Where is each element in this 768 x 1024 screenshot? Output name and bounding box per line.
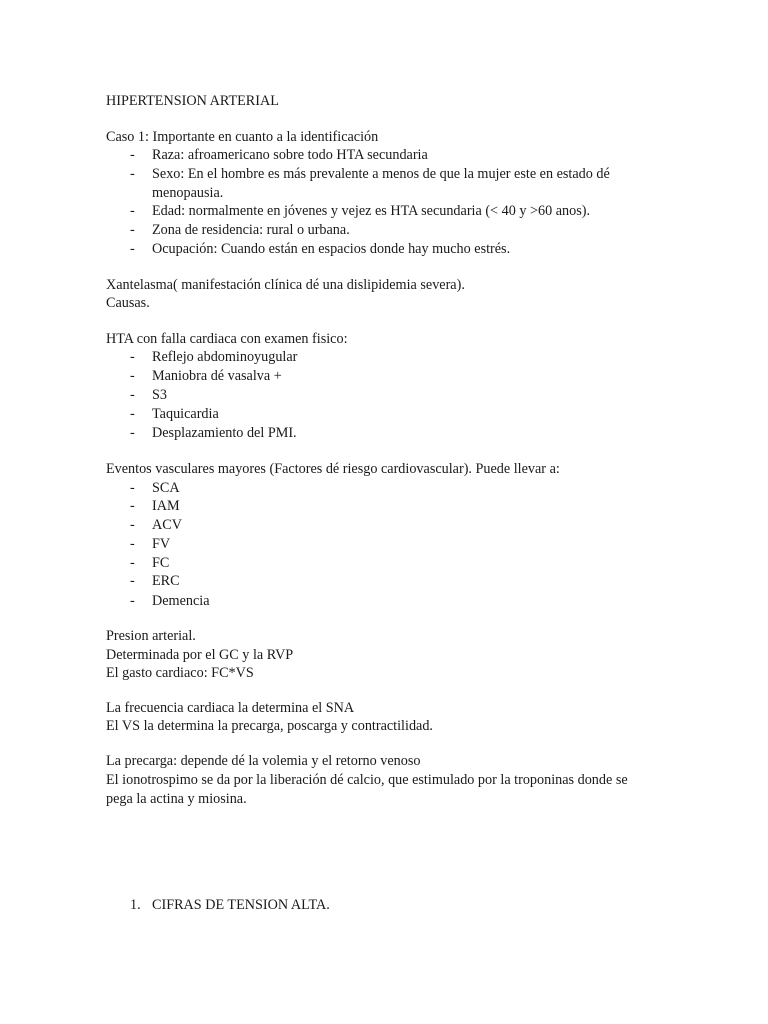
bullet-dash: -	[130, 536, 135, 552]
list-item-text: ERC	[152, 573, 180, 589]
list-item	[0, 554, 768, 572]
bullet-dash: -	[130, 425, 135, 441]
bullet-dash: -	[130, 349, 135, 365]
list-item	[0, 348, 768, 366]
bullet-dash: -	[130, 517, 135, 533]
list-item	[0, 592, 768, 610]
list-item-text: Demencia	[152, 593, 210, 609]
presion-line: El gasto cardiaco: FC*VS	[106, 665, 254, 681]
frecuencia-line: La frecuencia cardiaca la determina el SNA	[106, 700, 355, 716]
list-item	[0, 165, 768, 183]
presion-line: Determinada por el GC y la RVP	[106, 647, 294, 663]
list-item-text: Taquicardia	[152, 406, 219, 422]
precarga-line: El ionotrospimo se da por la liberación dé calcio, que estimulado por la troponinas donde se	[106, 772, 628, 788]
list-item	[0, 516, 768, 534]
list-item	[0, 146, 768, 164]
list-item-text: Desplazamiento del PMI.	[152, 425, 297, 441]
bullet-dash: -	[130, 368, 135, 384]
bullet-dash: -	[130, 555, 135, 571]
bullet-dash: -	[130, 241, 135, 257]
list-item-text: Zona de residencia: rural o urbana.	[152, 222, 350, 238]
list-item-text: FC	[152, 555, 170, 571]
list-item-text: Raza: afroamericano sobre todo HTA secundaria	[152, 147, 428, 163]
bullet-dash: -	[130, 222, 135, 238]
bullet-dash: -	[130, 498, 135, 514]
numbered-item	[0, 896, 768, 914]
list-item	[0, 202, 768, 220]
list-item-text: ACV	[152, 517, 182, 533]
list-item-text: Edad: normalmente en jóvenes y vejez es HTA secundaria (< 40 y >60 anos).	[152, 203, 590, 219]
list-item	[0, 424, 768, 442]
list-item	[0, 497, 768, 515]
list-item-text: IAM	[152, 498, 180, 514]
list-item	[0, 479, 768, 497]
frecuencia-line: El VS la determina la precarga, poscarga y contractilidad.	[106, 718, 433, 734]
causas-line: Causas.	[106, 295, 150, 311]
bullet-dash: -	[130, 387, 135, 403]
precarga-line: pega la actina y miosina.	[106, 791, 247, 807]
caso-heading: Caso 1: Importante en cuanto a la identificación	[106, 129, 379, 145]
list-item-continuation: menopausia.	[152, 185, 224, 201]
list-number: 1.	[130, 897, 141, 913]
list-item-text: Reflejo abdominoyugular	[152, 349, 298, 365]
list-item	[0, 535, 768, 553]
list-item	[0, 367, 768, 385]
list-item-text: Ocupación: Cuando están en espacios donde hay mucho estrés.	[152, 241, 511, 257]
hta-falla-heading: HTA con falla cardiaca con examen fisico:	[106, 331, 348, 347]
bullet-dash: -	[130, 406, 135, 422]
bullet-dash: -	[130, 203, 135, 219]
presion-line: Presion arterial.	[106, 628, 196, 644]
bullet-dash: -	[130, 480, 135, 496]
list-item	[0, 572, 768, 590]
numbered-item-text: CIFRAS DE TENSION ALTA.	[152, 897, 330, 913]
xantelasma-line: Xantelasma( manifestación clínica dé una dislipidemia severa).	[106, 277, 465, 293]
list-item	[0, 240, 768, 258]
list-item	[0, 386, 768, 404]
document-title: HIPERTENSION ARTERIAL	[106, 93, 279, 109]
list-item	[0, 221, 768, 239]
bullet-dash: -	[130, 147, 135, 163]
bullet-dash: -	[130, 573, 135, 589]
precarga-line: La precarga: depende dé la volemia y el retorno venoso	[106, 753, 421, 769]
list-item-text: FV	[152, 536, 171, 552]
list-item-text: Sexo: En el hombre es más prevalente a menos de que la mujer este en estado dé	[152, 166, 610, 182]
eventos-heading: Eventos vasculares mayores (Factores dé riesgo cardiovascular). Puede llevar a:	[106, 461, 560, 477]
bullet-dash: -	[130, 166, 135, 182]
list-item-text: Maniobra dé vasalva +	[152, 368, 282, 384]
bullet-dash: -	[130, 593, 135, 609]
list-item-text: SCA	[152, 480, 180, 496]
list-item-text: S3	[152, 387, 167, 403]
list-item	[0, 405, 768, 423]
